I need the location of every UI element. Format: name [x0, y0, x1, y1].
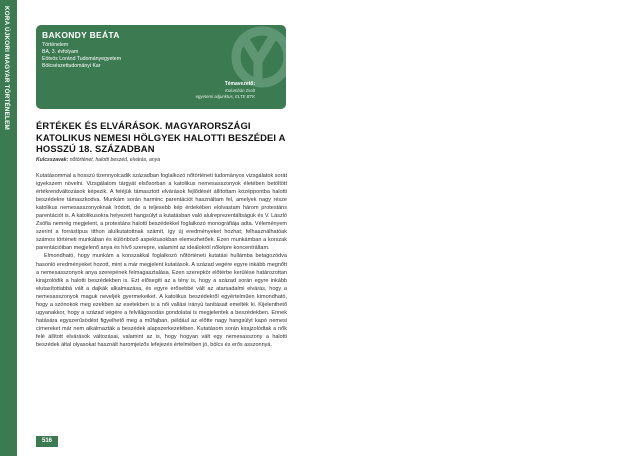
supervisor-title: egyetemi adjunktus, ELTE BTK	[195, 94, 255, 99]
author-faculty: Bölcsészettudományi Kar	[42, 63, 101, 69]
body-paragraph: Kutatásommal a hosszú tizennyolcadik században foglalkozó nőtörténeti tudományos vizsgálatok sorát igyekszem növelni. Vizsgálatom tárgyát elsősorban a katolikus nemesasszonyok életében betöltött értékrendváltozások képezik. A feléjük támasztott elvárások fejlődését állítottam középpontba halotti beszédekre támaszkodva. Munkám során harminc parentációt használtam fel, amelyek nagy része katolikus nemesasszonyoknak íródott, de a teljesebb kép érdekében elolvastam három protestáns parentációt is. A katolikusokra helyezett hangsúlyt a kutatásban való alulreprezentáltságuk és V. László Zsófia nemrég megjelent, a protestáns halotti beszédekkel foglalkozó monográfiája adta. Véleményem szerint a forrástípus itthon alulkutatottnak számít, így új eredményeket hozhat; felhasználhatóak számos történeti munkában és különböző aspektusokban elemezhetőek. Ezen munkámban a korszak parentációiban megjelenő anya és hívő szerepre, valamint az ideálokról nőképre koncentráltam.	[36, 173, 287, 252]
article-title: ÉRTÉKEK ÉS ELVÁRÁSOK. MAGYARORSZÁGI KATOLIKUS NEMESI HÖLGYEK HALOTTI BESZÉDEI A HOSSZÚ 18. SZÁZADBAN	[36, 120, 286, 154]
article-body	[36, 172, 287, 349]
author-name: BAKONDY BEÁTA	[42, 30, 120, 40]
page-number: 516	[36, 436, 58, 447]
body-paragraph: Elmondható, hogy munkám a konszakkal foglalkozó nőtörténeti kutatási hullámba betagozódva hasonló eredményeket hozott, mint a már megjelent kutatások. A század vegére egyre inkább megnőtt a nemesasszonyok anya szerepének felmagasztalása. Ezen szerepkör előtérbe kerülése határozottan kirajzolódik a halotti beszédekben is. Ezt elősegíti az a tény is, hogy a század során egyre inkább elutasítottabbá vált a dajkák alkalmazása, és egyre erősebbé vált az atarsadalmi elvárás, hogy a nemesasszonyok maguk neveljék gyermekeiket. A katolikus beszédekről egyértelműen kimondható, hogy a szónokok meg ezekben az esetekben is a női vallási irányú tanításait emelték ki. Kijelenthető ugyanakkor, hogy a század végére a felvilágosodás gondolatai is megjelentek a beszédekben. Ennek hatására egyszerűsödést figyelhető meg a műfajban, például az előtte nagy hangsúlyt kapó nemesi címereket már nem alkalmazták a beszédek alapszerkezetében. Kutatásom során kirajzolódtak a nők felé állított elvárások változásai, valamint az is, hogy hogyan vált egy nemesasszony a halotti beszédek által olyasokat használt haromjelzős lefejezés értelmében jó, bölcs és erős asszonnyá.	[36, 253, 287, 348]
author-year: BA, 3. évfolyam	[42, 49, 79, 55]
running-title: KORA ÚJKORI MAGYAR TÖRTÉNELEM	[3, 6, 10, 130]
keywords-label: Kulcsszavak:	[36, 157, 69, 163]
supervisor-name: Kolumbán Zsolt	[225, 88, 255, 93]
keywords-line	[36, 157, 296, 163]
author-info-box	[36, 25, 286, 109]
side-color-bar	[0, 0, 17, 456]
supervisor-label: Témavezető:	[224, 81, 255, 87]
author-university: Eötvös Loránd Tudományegyetem	[42, 56, 122, 62]
keywords-values: nőtörténet, halotti beszéd, elvárás, anya	[69, 157, 161, 163]
author-program: Történelem	[42, 42, 69, 48]
